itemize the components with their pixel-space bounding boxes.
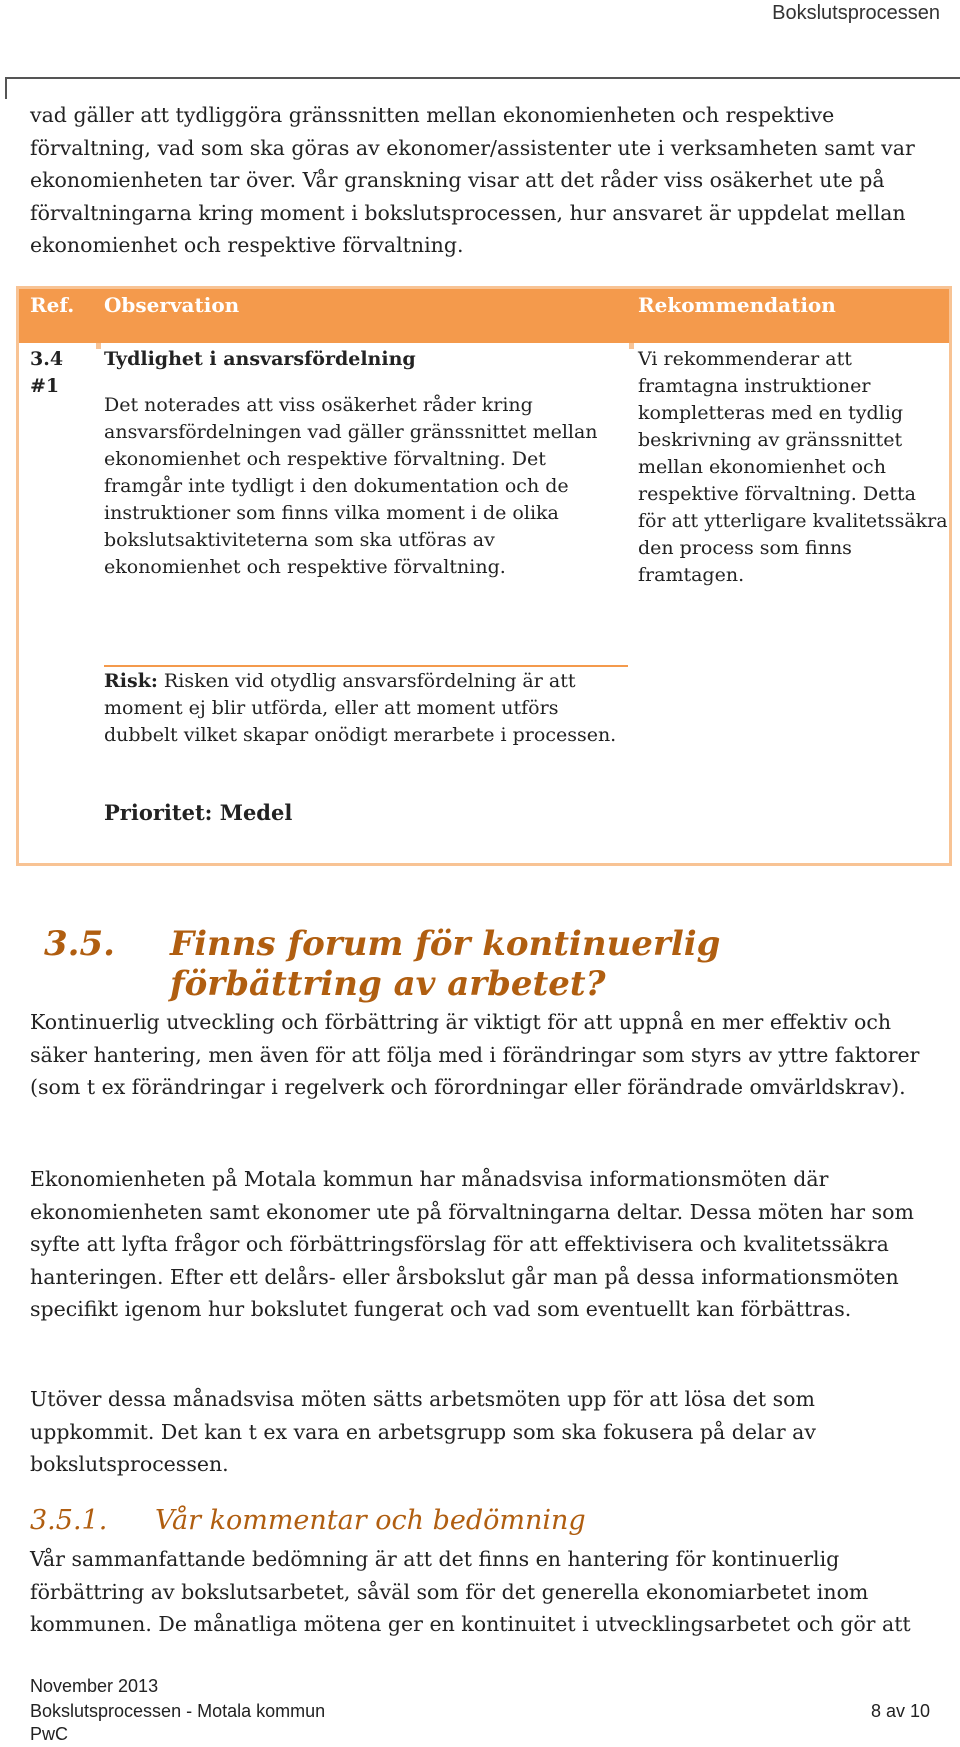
footer-date: November 2013 — [30, 1676, 159, 1696]
header-rule — [5, 77, 960, 79]
header-ref: Ref. — [30, 293, 75, 317]
footer-document: Bokslutsprocessen - Motala kommun — [30, 1701, 326, 1721]
section-3-5-number: 3.5. — [44, 924, 115, 964]
section-3-5-paragraph-2: Ekonomienheten på Motala kommun har månadsvisa informationsmöten där ekonomienheten samt ekonomer ute på förvaltningarna deltar. Dessa möten har som syfte att lyfta frågor och förbättringsförslag för att effektivisera och kvalitetssäkra hanteringen. Efter ett delårs- eller årsbokslut går man på dessa informationsmöten specifikt igenom hur bokslutet fungerat och vad som eventuellt kan förbättras. — [30, 1167, 914, 1321]
risk-text-block — [104, 668, 624, 749]
column-separator — [96, 343, 101, 349]
ref-id: #1 — [30, 375, 60, 397]
section-3-5-paragraph-1: Kontinuerlig utveckling och förbättring är viktigt för att uppnå en mer effektiv och säker hantering, men även för att följa med i förändringar som styrs av yttre faktorer (som t ex förändringar i regelverk och förordningar eller förändrade omvärldskrav). — [30, 1010, 920, 1099]
header-recommendation: Rekommendation — [638, 293, 836, 317]
footer-page-number: 8 av 10 — [870, 1701, 930, 1721]
risk-label: Risk: — [104, 670, 158, 692]
observation-title: Tydlighet i ansvarsfördelning — [104, 348, 416, 370]
section-3-5-1-number: 3.5.1. — [30, 1505, 108, 1536]
observation-text: Det noterades att viss osäkerhet råder kring ansvarsfördelningen vad gäller gränssnittet mellan ekonomienhet och respektive förvaltning. Det framgår inte tydligt i den dokumentation och de instruktioner som finns vilka moment i de olika bokslutsaktiviteterna som ska utföras av ekonomienhet och respektive förvaltning. — [104, 394, 598, 578]
row-ref — [30, 346, 63, 400]
header-observation: Observation — [104, 293, 240, 317]
recommendation-cell — [638, 346, 948, 589]
section-3-5-title: Finns forum för kontinuerlig förbättring av arbetet? — [170, 924, 721, 1004]
section-3-5-1-title: Vår kommentar och bedömning — [155, 1505, 586, 1536]
running-header-title: Bokslutsprocessen — [772, 2, 940, 24]
ref-number: 3.4 — [30, 348, 64, 370]
risk-divider — [104, 665, 628, 667]
header-rule-tick — [5, 77, 7, 99]
section-3-5-1-paragraph: Vår sammanfattande bedömning är att det finns en hantering för kontinuerlig förbättring av bokslutsarbetet, såväl som för det generella ekonomiarbetet inom kommunen. De månatliga mötena ger en kontinuitet i utvecklingsarbetet och gör att — [30, 1547, 911, 1636]
priority-label: Prioritet: Medel — [104, 800, 293, 825]
column-separator — [629, 343, 634, 349]
table-header-row — [19, 289, 949, 343]
section-3-5-paragraph-3: Utöver dessa månadsvisa möten sätts arbetsmöten upp för att lösa det som uppkommit. Det kan t ex vara en arbetsgrupp som ska fokusera på delar av bokslutsprocessen. — [30, 1387, 816, 1476]
intro-paragraph: vad gäller att tydliggöra gränssnitten mellan ekonomienheten och respektive förvaltning, vad som ska göras av ekonomer/assistenter ute i verksamheten samt var ekonomienheten tar över. Vår granskning visar att det råder viss osäkerhet ute på förvaltningarna kring moment i bokslutsprocessen, hur ansvaret är uppdelat mellan ekonomienhet och respektive förvaltning. — [30, 103, 915, 257]
observation-cell — [104, 346, 624, 581]
footer-company: PwC — [30, 1724, 69, 1744]
risk-text: Risken vid otydlig ansvarsfördelning är att moment ej blir utförda, eller att moment utförs dubbelt vilket skapar onödigt merarbete i processen. — [104, 670, 617, 746]
recommendation-text: Vi rekommenderar att framtagna instruktioner kompletteras med en tydlig beskrivning av gränssnittet mellan ekonomienhet och respektive förvaltning. Detta för att ytterligare kvalitetssäkra den process som finns framtagen. — [638, 348, 948, 586]
